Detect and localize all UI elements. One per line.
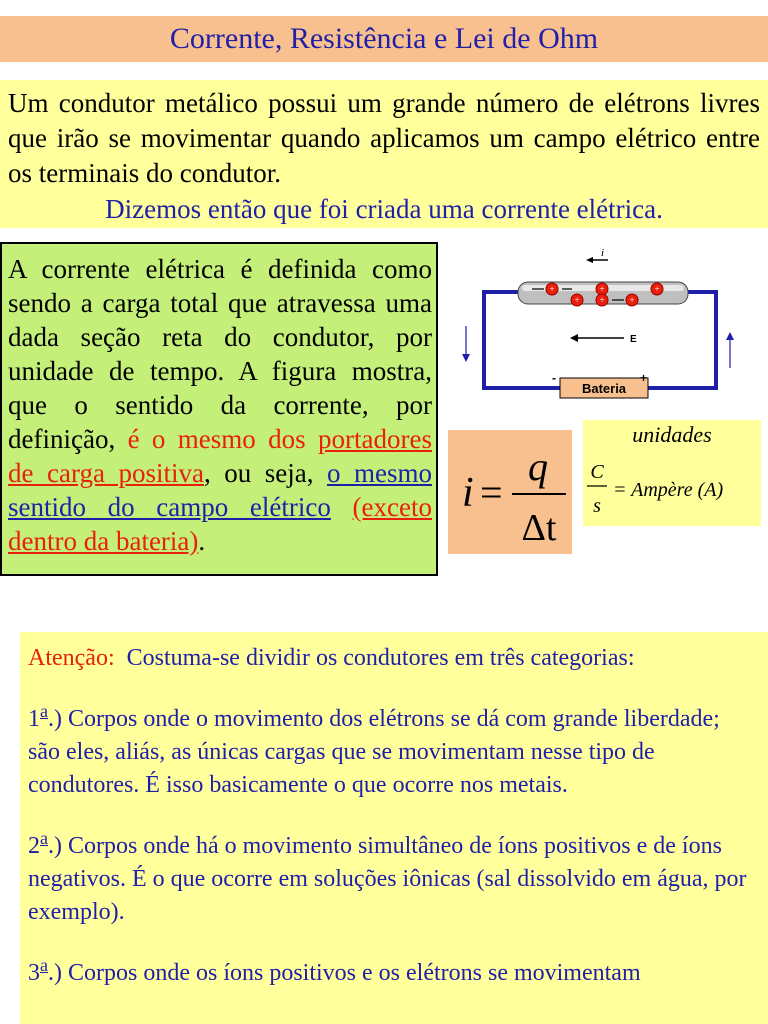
circuit-diagram <box>452 242 752 404</box>
formula-denominator: Δt <box>521 507 557 549</box>
formula-equals: = <box>480 470 503 515</box>
svg-text:+: + <box>549 284 555 294</box>
current-formula <box>448 430 572 554</box>
field-label: E <box>630 334 637 345</box>
category-text: .) Corpos onde os íons positivos e os elétrons se movimentam <box>48 960 641 986</box>
left-down-arrowhead <box>462 354 470 362</box>
definition-blue: o mesmo sentido do campo elétrico <box>8 458 432 522</box>
category-text: .) Corpos onde há o movimento simultâneo de íons positivos e de íons negativos. É o que ocorre em soluções iônicas (sal dissolvido em água, por exemplo). <box>28 833 747 925</box>
definition-part1: A corrente elétrica é definida como sendo a carga total que atravessa uma dada seção reta do condutor, por unidade de tempo. A figura mostra, que o sentido da corrente, por definição, <box>8 254 432 454</box>
intro-conclusion: Dizemos então que foi criada uma corrente elétrica. <box>105 194 663 224</box>
right-up-arrowhead <box>726 332 734 340</box>
definition-text <box>8 252 432 558</box>
attention-label: Atenção: <box>28 645 115 671</box>
formula-lhs: i <box>462 470 474 516</box>
units-title: unidades <box>632 422 712 447</box>
units-denominator: s <box>593 495 601 517</box>
battery-minus: - <box>552 371 556 385</box>
attention-text <box>28 642 754 1010</box>
category-ordinal: a <box>40 955 48 975</box>
battery-plus: + <box>640 371 648 385</box>
battery-label: Bateria <box>581 381 627 396</box>
category-text: .) Corpos onde o movimento dos elétrons se dá com grande liberdade; são eles, aliás, as únicas cargas que se movimentam nesse tipo de condutores. É isso basicamente o que ocorre nos metais. <box>28 706 720 798</box>
attention-intro-text: Costuma-se dividir os condutores em três categorias: <box>126 645 635 671</box>
category-number: 2 <box>28 833 40 859</box>
definition-red-2: portadores de carga positiva <box>8 424 432 488</box>
category-ordinal: a <box>40 828 48 848</box>
svg-text:+: + <box>574 295 580 305</box>
units-text: = Ampère (A) <box>613 479 724 501</box>
svg-text:+: + <box>599 295 605 305</box>
definition-end: . <box>198 526 206 556</box>
category-number: 3 <box>28 960 40 986</box>
definition-red-3: (exceto dentro da bateria) <box>8 492 432 556</box>
svg-text:+: + <box>599 284 605 294</box>
category-item <box>28 949 754 990</box>
units-numerator: C <box>590 461 604 483</box>
formula-numerator: q <box>528 444 548 489</box>
units-formula <box>583 446 761 526</box>
page-title: Corrente, Resistência e Lei de Ohm <box>169 22 599 55</box>
svg-text:+: + <box>654 284 660 294</box>
svg-text:+: + <box>629 295 635 305</box>
category-ordinal: a <box>40 701 48 721</box>
attention-intro <box>28 642 754 675</box>
definition-red-1: é o mesmo dos <box>127 424 306 454</box>
category-number: 1 <box>28 706 40 732</box>
category-item <box>28 695 754 802</box>
category-item <box>28 822 754 929</box>
intro-text: Um condutor metálico possui um grande número de elétrons livres que irão se movimentar quando aplicamos um campo elétrico entre os terminais do condutor. <box>8 88 760 188</box>
current-label: i <box>601 247 605 259</box>
definition-part2: , ou seja, <box>203 458 327 488</box>
